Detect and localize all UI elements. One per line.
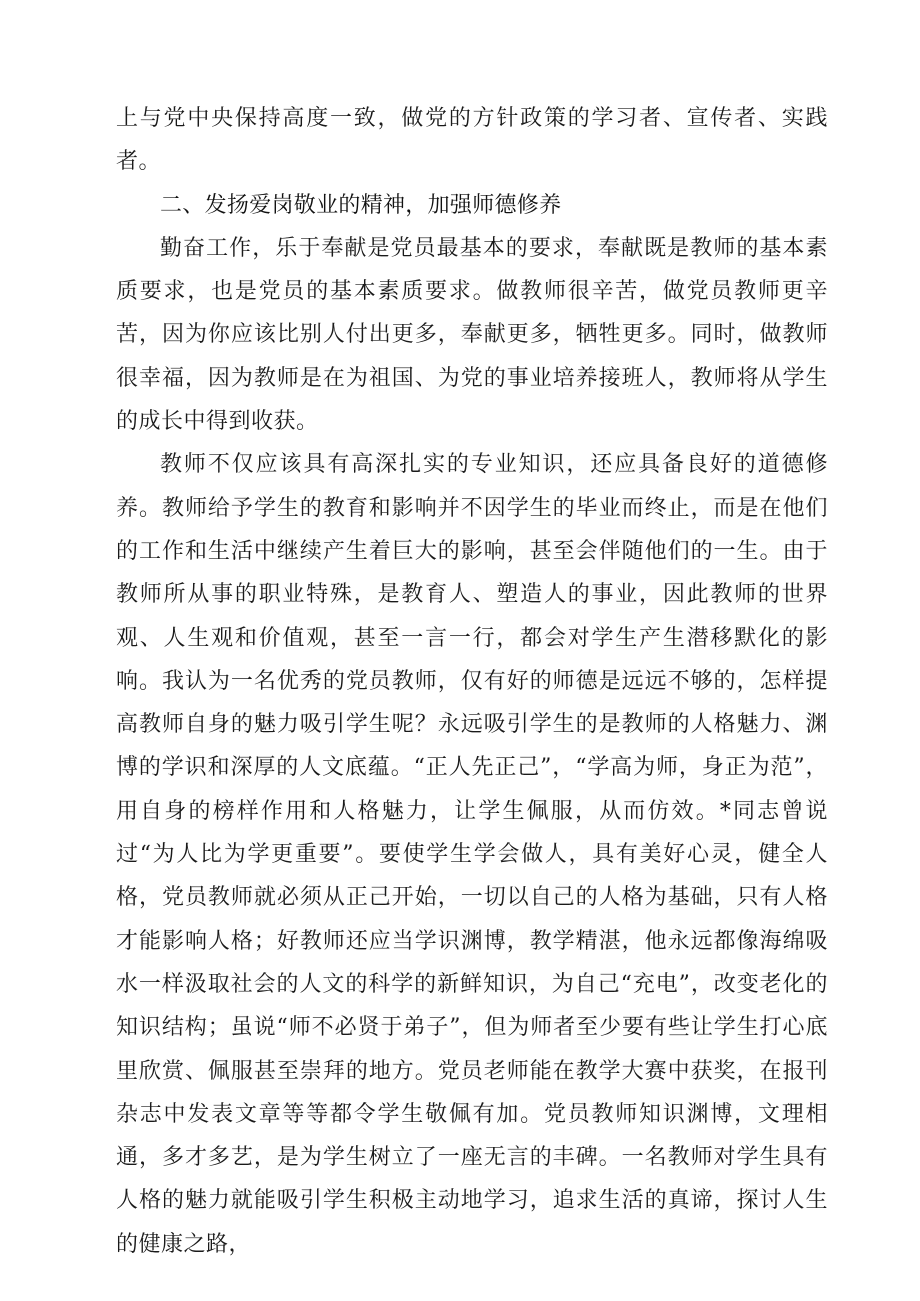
section-heading: 二、发扬爱岗敬业的精神，加强师德修养 [160,192,562,218]
paragraph-dedication: 勤奋工作，乐于奉献是党员最基本的要求，奉献既是教师的基本素质要求，也是党员的基本素质要求。做教师很辛苦，做党员教师更辛苦，因为你应该比别人付出更多，奉献更多，牺牲更多。同时，做教师很幸福，因为教师是在为祖国、为党的事业培养接班人，教师将从学生的成长中得到收获。 [116,235,828,435]
paragraph-teacher-ethics: 教师不仅应该具有高深扎实的专业知识，还应具备良好的道德修养。教师给予学生的教育和影响并不因学生的毕业而终止，而是在他们的工作和生活中继续产生着巨大的影响，甚至会伴随他们的一生。由于教师所从事的职业特殊，是教育人、塑造人的事业，因此教师的世界观、人生观和价值观，甚至一言一行，都会对学生产生潜移默化的影响。我认为一名优秀的党员教师，仅有好的师德是远远不够的，怎样提高教师自身的魅力吸引学生呢？永远吸引学生的是教师的人格魅力、渊博的学识和深厚的人文底蕴。“正人先正己”，“学高为师，身正为范”，用自身的榜样作用和人格魅力，让学生佩服，从而仿效。*同志曾说过“为人比为学更重要”。要使学生学会做人，具有美好心灵，健全人格，党员教师就必须从正己开始，一切以自己的人格为基础，只有人格才能影响人格；好教师还应当学识渊博，教学精湛，他永远都像海绵吸水一样汲取社会的人文的科学的新鲜知识，为自己“充电”，改变老化的知识结构；虽说“师不必贤于弟子”，但为师者至少要有些让学生打心底里欣赏、佩服甚至崇拜的地方。党员老师能在教学大赛中获奖，在报刊杂志中发表文章等等都令学生敬佩有加。党员教师知识渊博，文理相通，多才多艺，是为学生树立了一座无言的丰碑。一名教师对学生具有人格的魅力就能吸引学生积极主动地学习，追求生活的真谛，探讨人生的健康之路， [116,452,828,1257]
document-body [116,97,828,1266]
paragraph-continuation: 上与党中央保持高度一致，做党的方针政策的学习者、宣传者、实践者。 [116,106,828,175]
